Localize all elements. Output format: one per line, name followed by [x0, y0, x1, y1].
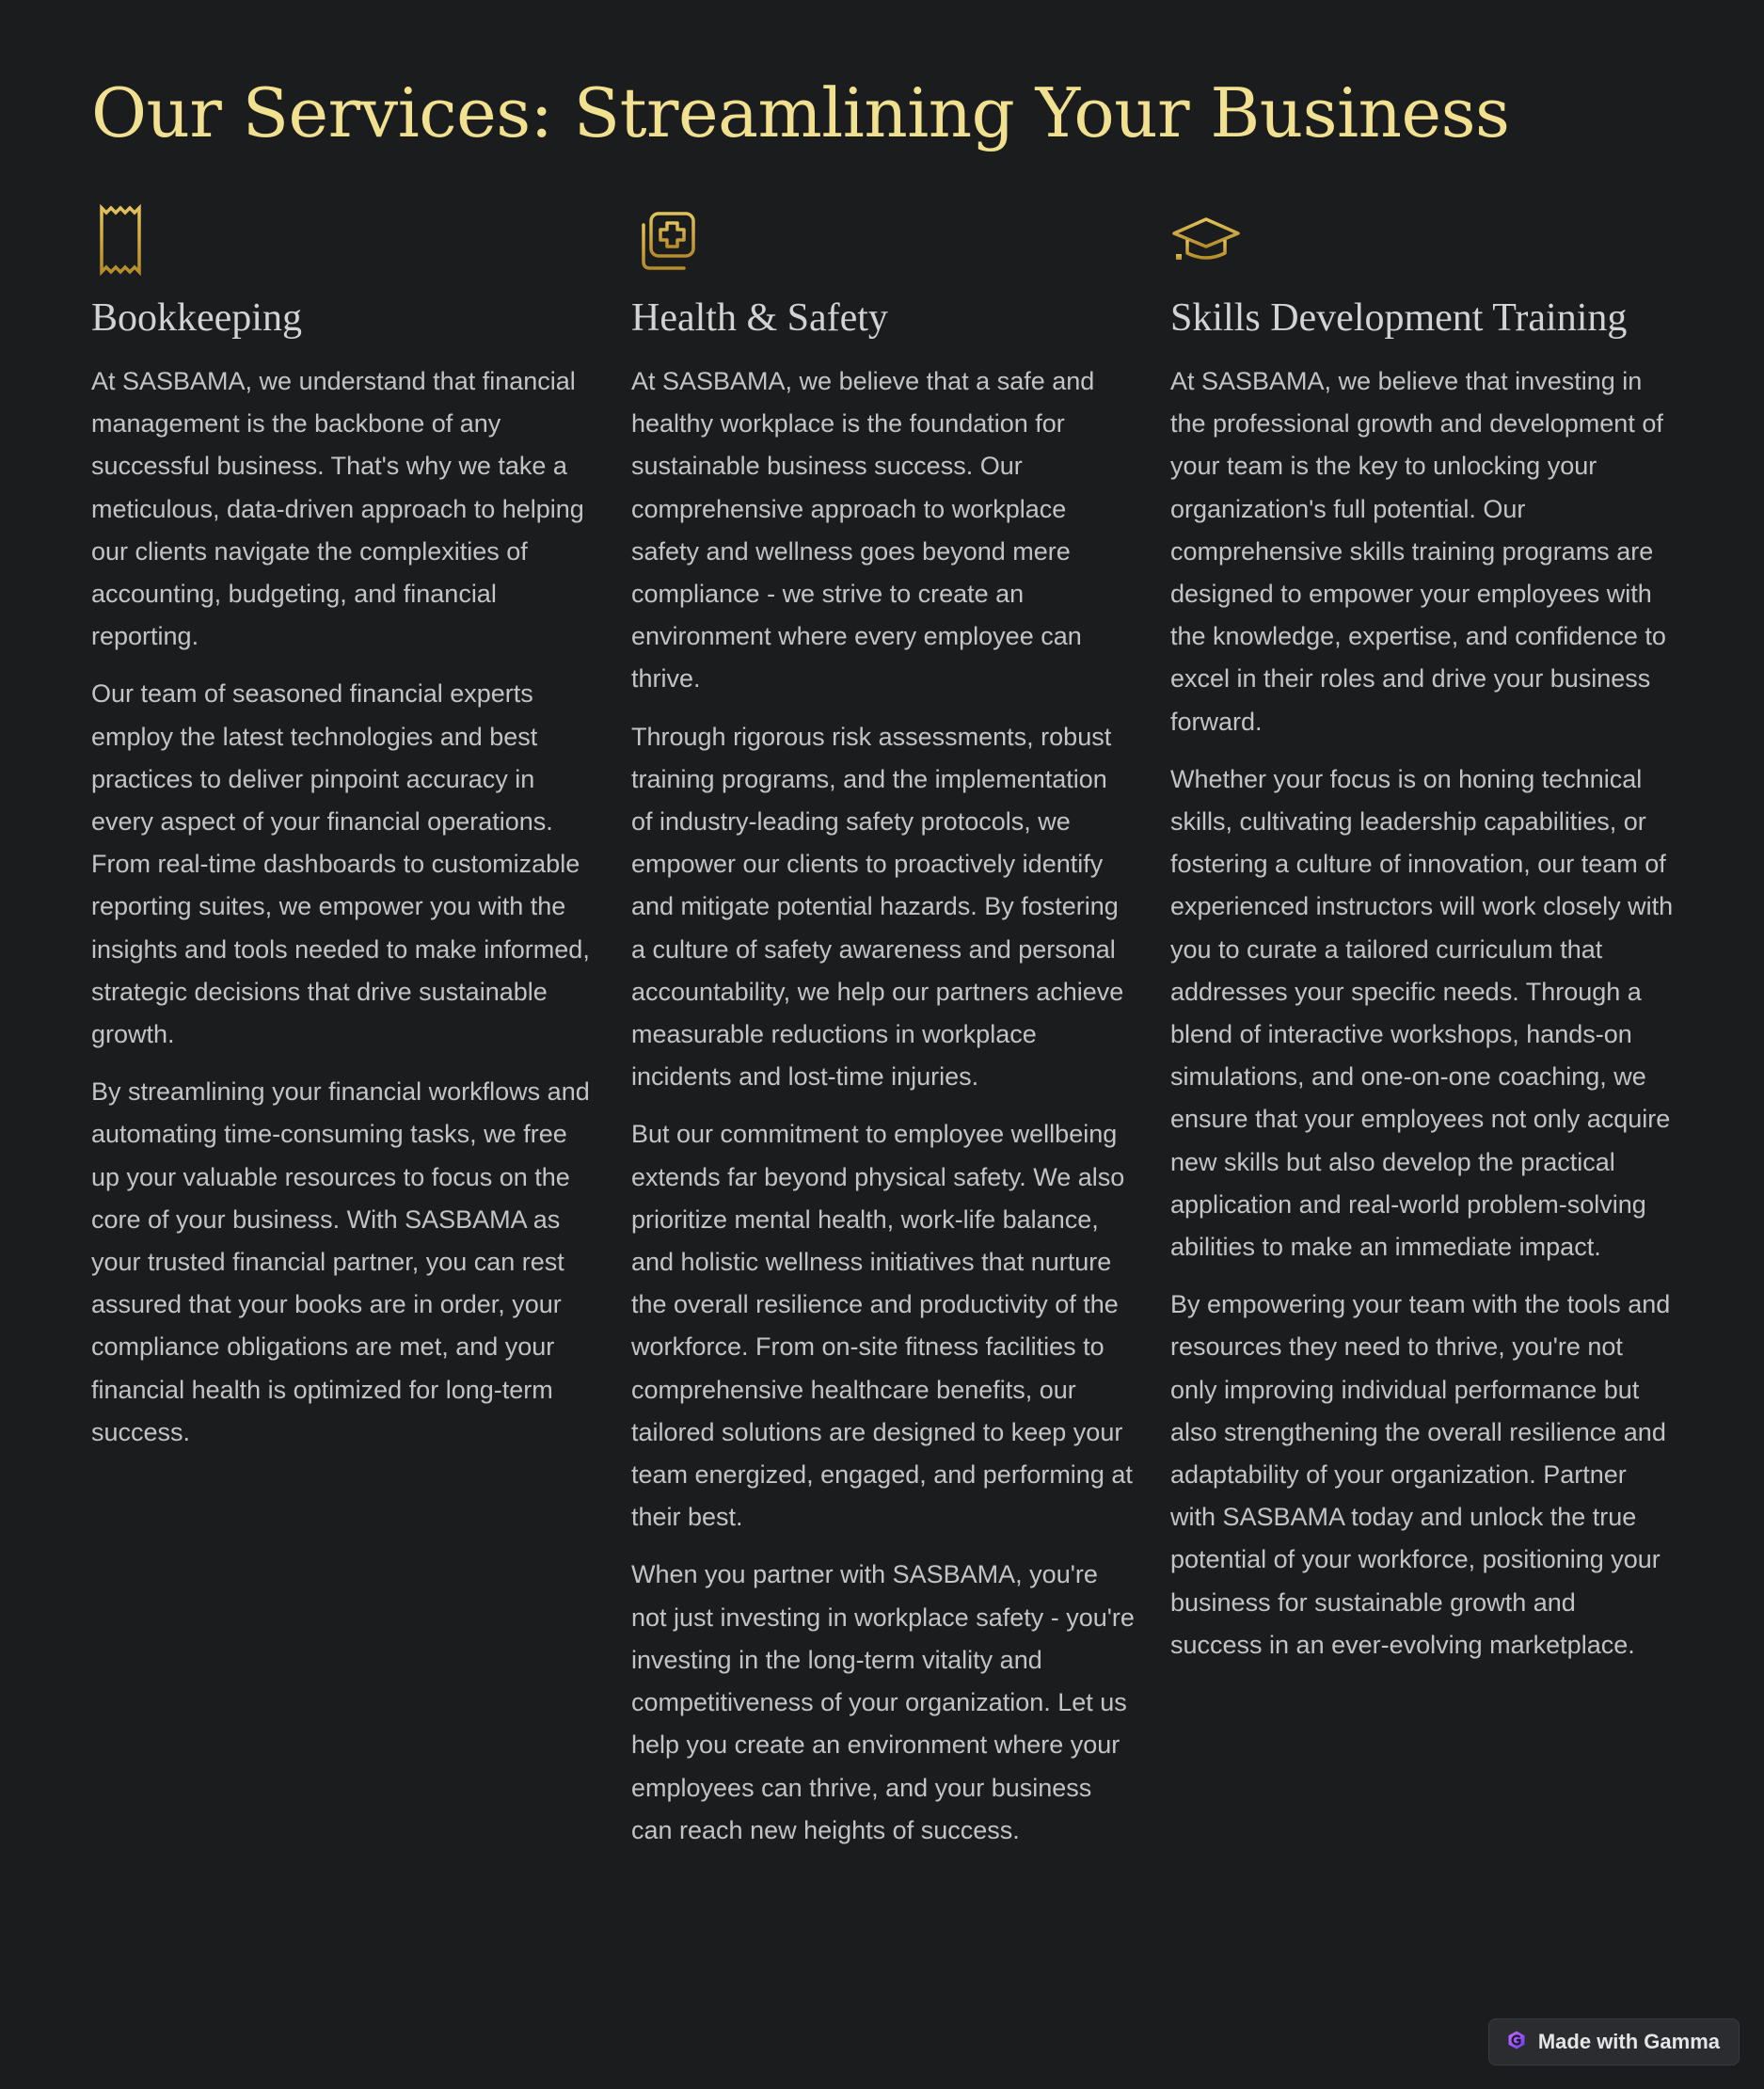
medical-plus-icon: [631, 202, 703, 278]
made-with-gamma-badge[interactable]: [1488, 2018, 1740, 2065]
service-paragraph: Our team of seasoned financial experts employ the latest technologies and best practices to deliver pinpoint accuracy in every aspect of your financial operations. From real-time dashboards to customizable reporting suites, we empower you with the insights and tools needed to make informed, strategic decisions that drive sustainable growth.: [91, 679, 590, 1049]
service-description: [91, 360, 595, 1469]
service-description: [1170, 360, 1674, 1682]
service-paragraph: At SASBAMA, we believe that a safe and healthy workplace is the foundation for sustainable business success. Our comprehensive approach to workplace safety and wellness goes beyond mere compliance - we strive to create an environment where every employee can thrive.: [631, 367, 1095, 694]
service-bookkeeping: [91, 202, 595, 1446]
service-heading: Health & Safety: [631, 296, 888, 340]
service-heading: Skills Development Training: [1170, 296, 1628, 340]
service-paragraph: At SASBAMA, we believe that investing in the professional growth and development of your team is the key to unlocking your organization's full potential. Our comprehensive skills training programs are designed to empower your employees with the knowledge, expertise, and confidence to excel in their roles and drive your business forward.: [1170, 367, 1666, 736]
graduation-cap-icon: [1170, 202, 1242, 278]
service-paragraph: At SASBAMA, we understand that financial management is the backbone of any successful business. That's why we take a meticulous, data-driven approach to helping our clients navigate the complexities of accounting, budgeting, and financial reporting.: [91, 367, 584, 651]
service-heading: Bookkeeping: [91, 296, 302, 340]
service-paragraph: But our commitment to employee wellbeing extends far beyond physical safety. We also prioritize mental health, work-life balance, and holistic wellness initiatives that nurture the overall resilience and productivity of the workforce. From on-site fitness facilities to comprehensive healthcare benefits, our tailored solutions are designed to keep your team energized, engaged, and performing at their best.: [631, 1120, 1133, 1532]
badge-label: Made with Gamma: [1537, 2030, 1720, 2053]
receipt-icon: [91, 202, 163, 278]
service-description: [631, 360, 1135, 1867]
service-paragraph: By empowering your team with the tools and resources they need to thrive, you're not only improving individual performance but also strengthening the overall resilience and adaptability of your organization. Partner with SASBAMA today and unlock the true potential of your workforce, positioning your business for sustainable growth and success in an ever-evolving marketplace.: [1170, 1290, 1671, 1659]
service-health-safety: [631, 202, 1135, 1844]
service-paragraph: Whether your focus is on honing technical skills, cultivating leadership capabilities, or fostering a culture of innovation, our team of experienced instructors will work closely with you to curate a tailored curriculum that addresses your specific needs. Through a blend of interactive workshops, hands-on simulations, and one-on-one coaching, we ensure that your employees not only acquire new skills but also develop the practical application and real-world problem-solving abilities to make an immediate impact.: [1170, 764, 1674, 1262]
page-title: Our Services: Streamlining Your Business: [91, 73, 1510, 152]
service-paragraph: By streamlining your financial workflows and automating time-consuming tasks, we free up your valuable resources to focus on the core of your business. With SASBAMA as your trusted financial partner, you can rest assured that your books are in order, your compliance obligations are met, and your financial health is optimized for long-term success.: [91, 1077, 590, 1446]
service-paragraph: When you partner with SASBAMA, you're not just investing in workplace safety - you're investing in the long-term vitality and competitiveness of your organization. Let us help you create an environment where your employees can thrive, and your business can reach new heights of success.: [631, 1560, 1135, 1844]
gamma-logo-icon: [1506, 2030, 1527, 2055]
service-paragraph: Through rigorous risk assessments, robust training programs, and the implementation of industry-leading safety protocols, we empower our clients to proactively identify and mitigate potential hazards. By fostering a culture of safety awareness and personal accountability, we help our partners achieve measurable reductions in workplace incidents and lost-time injuries.: [631, 722, 1124, 1092]
service-skills-training: [1170, 202, 1674, 1659]
